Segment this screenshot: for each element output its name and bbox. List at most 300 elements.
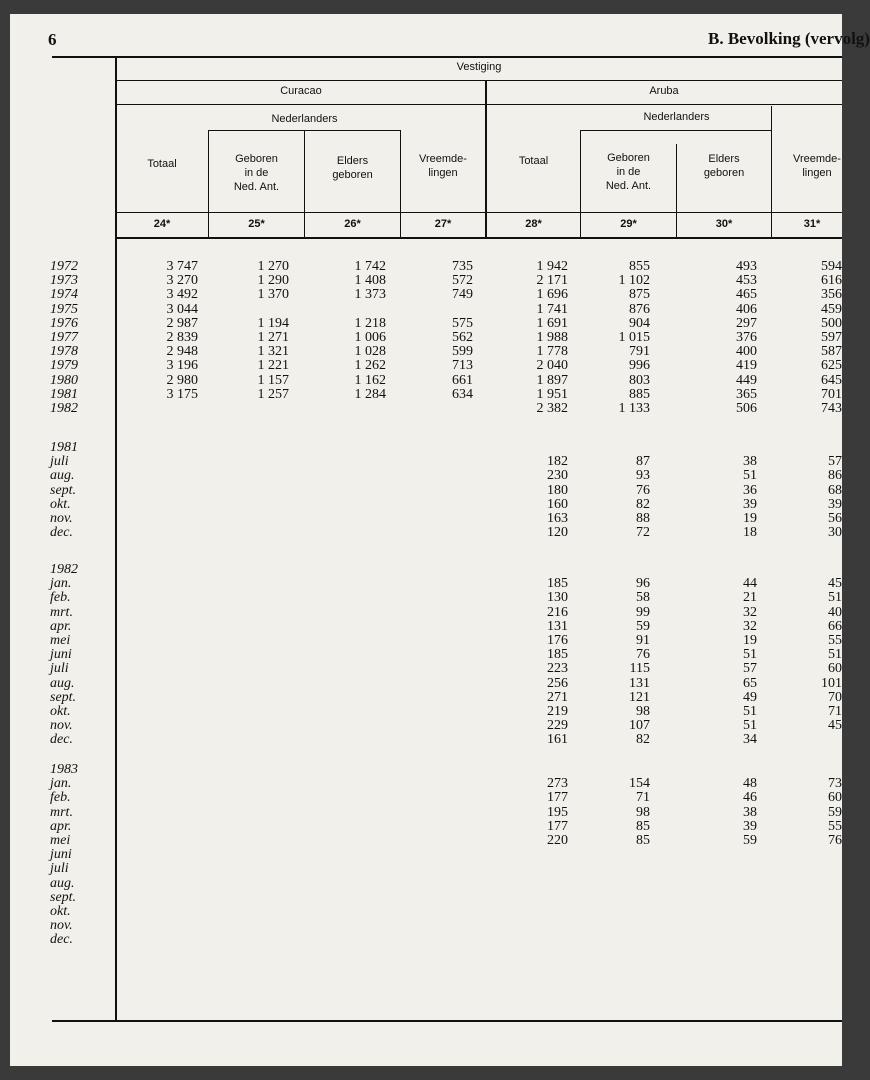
- column-24-values: [118, 577, 198, 747]
- table-cell: [677, 848, 757, 862]
- table-cell: [118, 469, 198, 483]
- column-26-values: [306, 455, 386, 540]
- table-cell: 855: [629, 259, 650, 274]
- table-cell: 256: [547, 675, 568, 691]
- table-cell: [209, 591, 289, 605]
- table-cell: 101: [821, 675, 842, 691]
- table-cell: 271: [547, 689, 568, 705]
- table-cell: [209, 620, 289, 634]
- table-cell: 49: [743, 689, 757, 705]
- year-heading: 1982: [50, 562, 78, 577]
- table-cell: 803: [629, 372, 650, 388]
- table-cell: [209, 498, 289, 512]
- table-cell: 130: [547, 590, 568, 606]
- table-cell: 71: [636, 790, 650, 806]
- header-geboren-aruba: Geboren in de Ned. Ant.: [605, 152, 652, 192]
- table-cell: 365: [736, 386, 757, 402]
- table-cell: [677, 877, 757, 891]
- table-cell: [570, 919, 650, 933]
- row-label: dec.: [50, 525, 73, 541]
- table-cell: 500: [821, 315, 842, 331]
- row-label: 1976: [50, 315, 78, 331]
- table-cell: 44: [743, 576, 757, 592]
- table-cell: [306, 705, 386, 719]
- column-30-values: [677, 777, 757, 947]
- row-label: dec.: [50, 732, 73, 748]
- table-cell: [209, 820, 289, 834]
- row-labels: [50, 763, 78, 948]
- table-cell: 88: [636, 511, 650, 526]
- table-cell: [762, 848, 842, 862]
- table-cell: [488, 891, 568, 905]
- table-cell: 2 171: [536, 273, 568, 289]
- table-cell: [118, 526, 198, 540]
- table-cell: 40: [828, 604, 842, 620]
- column-29-values: [570, 455, 650, 540]
- table-cell: 51: [828, 647, 842, 663]
- header-curacao: Curacao: [280, 85, 322, 97]
- table-cell: [306, 662, 386, 676]
- row-label: mrt.: [50, 804, 73, 820]
- table-cell: [209, 862, 289, 876]
- table-cell: 1 284: [354, 386, 386, 402]
- table-cell: [118, 848, 198, 862]
- table-cell: 65: [743, 675, 757, 691]
- column-number: 31*: [803, 218, 821, 230]
- table-cell: [393, 577, 473, 591]
- table-cell: [118, 591, 198, 605]
- table-cell: 39: [743, 818, 757, 834]
- row-label: 1978: [50, 344, 78, 360]
- table-cell: 743: [821, 401, 842, 417]
- table-cell: 701: [821, 386, 842, 402]
- table-cell: [118, 733, 198, 747]
- table-cell: 356: [821, 287, 842, 303]
- table-cell: 749: [452, 287, 473, 303]
- row-label: feb.: [50, 790, 71, 806]
- table-cell: 2 980: [166, 372, 198, 388]
- table-cell: 376: [736, 330, 757, 346]
- table-cell: [209, 512, 289, 526]
- table-cell: 572: [452, 273, 473, 289]
- table-cell: [118, 662, 198, 676]
- table-cell: [393, 834, 473, 848]
- row-label: sept.: [50, 689, 77, 705]
- row-label: apr.: [50, 618, 72, 634]
- table-cell: 185: [547, 576, 568, 592]
- column-26-values: [306, 260, 386, 416]
- table-cell: 45: [828, 576, 842, 592]
- table-cell: 713: [452, 358, 473, 374]
- table-cell: 39: [828, 496, 842, 512]
- table-cell: [393, 919, 473, 933]
- row-labels: [50, 563, 78, 748]
- column-28-values: [488, 455, 568, 540]
- table-cell: 30: [828, 525, 842, 541]
- table-cell: 131: [629, 675, 650, 691]
- column-number: 28*: [525, 218, 542, 230]
- table-cell: 1 102: [618, 273, 650, 289]
- table-cell: [118, 634, 198, 648]
- table-cell: [209, 691, 289, 705]
- table-cell: [306, 498, 386, 512]
- table-cell: 59: [828, 804, 842, 820]
- table-cell: [393, 705, 473, 719]
- table-cell: [393, 512, 473, 526]
- table-cell: [118, 648, 198, 662]
- column-27-values: [393, 777, 473, 947]
- column-30-values: [677, 577, 757, 747]
- table-cell: [306, 402, 386, 416]
- table-cell: [570, 891, 650, 905]
- table-cell: [209, 891, 289, 905]
- table-cell: [393, 620, 473, 634]
- table-cell: 791: [629, 344, 650, 360]
- table-cell: 1 221: [257, 358, 289, 374]
- table-cell: [762, 877, 842, 891]
- table-cell: [306, 512, 386, 526]
- table-cell: [118, 919, 198, 933]
- year-heading: 1981: [50, 440, 78, 455]
- table-cell: [209, 606, 289, 620]
- table-cell: 70: [828, 689, 842, 705]
- table-cell: [762, 933, 842, 947]
- table-cell: 1 741: [536, 301, 568, 317]
- table-cell: 18: [743, 525, 757, 541]
- table-cell: 19: [743, 511, 757, 526]
- row-label: nov.: [50, 718, 73, 734]
- table-cell: [118, 905, 198, 919]
- column-26-values: [306, 577, 386, 747]
- column-25-values: [209, 577, 289, 747]
- table-cell: [306, 303, 386, 317]
- table-cell: [209, 806, 289, 820]
- table-cell: 182: [547, 454, 568, 470]
- table-cell: 185: [547, 647, 568, 663]
- table-cell: 904: [629, 315, 650, 331]
- table-cell: 1 370: [257, 287, 289, 303]
- table-cell: [209, 402, 289, 416]
- header-geboren-curacao: Geboren in de Ned. Ant.: [233, 153, 280, 193]
- table-cell: 400: [736, 344, 757, 360]
- table-cell: [393, 933, 473, 947]
- column-30-values: [677, 260, 757, 416]
- table-cell: 131: [547, 618, 568, 634]
- table-cell: 1 373: [354, 287, 386, 303]
- row-labels: [50, 260, 78, 416]
- table-cell: 51: [743, 718, 757, 734]
- table-cell: 1 028: [354, 344, 386, 360]
- column-28-values: [488, 777, 568, 947]
- table-cell: [118, 484, 198, 498]
- table-cell: [393, 591, 473, 605]
- table-cell: 58: [636, 590, 650, 606]
- table-cell: 1 218: [354, 315, 386, 331]
- column-31-values: [762, 260, 842, 416]
- table-cell: 32: [743, 618, 757, 634]
- table-cell: 1 271: [257, 330, 289, 346]
- row-label: dec.: [50, 932, 73, 948]
- row-label: okt.: [50, 904, 71, 920]
- table-cell: 493: [736, 259, 757, 274]
- table-cell: [393, 848, 473, 862]
- table-cell: 419: [736, 358, 757, 374]
- table-cell: 55: [828, 633, 842, 648]
- table-cell: [209, 677, 289, 691]
- table-cell: 2 382: [536, 401, 568, 417]
- table-cell: [393, 662, 473, 676]
- table-cell: 996: [629, 358, 650, 374]
- table-cell: [393, 402, 473, 416]
- table-cell: [209, 777, 289, 791]
- table-cell: 38: [743, 454, 757, 470]
- table-cell: [118, 402, 198, 416]
- table-cell: [488, 862, 568, 876]
- table-cell: 36: [743, 482, 757, 498]
- row-label: juni: [50, 847, 72, 863]
- table-cell: [306, 719, 386, 733]
- table-cell: 45: [828, 718, 842, 734]
- table-cell: 1 696: [536, 287, 568, 303]
- table-cell: 216: [547, 604, 568, 620]
- table-cell: [118, 820, 198, 834]
- column-24-values: [118, 260, 198, 416]
- table-cell: [762, 862, 842, 876]
- table-cell: [306, 591, 386, 605]
- table-cell: [393, 877, 473, 891]
- table-cell: [118, 455, 198, 469]
- table-cell: 59: [743, 833, 757, 848]
- table-cell: 1 133: [618, 401, 650, 417]
- table-cell: 1 951: [536, 386, 568, 402]
- column-number: 26*: [344, 218, 361, 230]
- table-cell: [306, 577, 386, 591]
- column-31-values: [762, 777, 842, 947]
- row-label: 1972: [50, 259, 78, 274]
- row-label: jan.: [50, 576, 72, 592]
- row-label: nov.: [50, 511, 73, 527]
- table-cell: 453: [736, 273, 757, 289]
- row-label: 1977: [50, 330, 78, 346]
- table-cell: [393, 469, 473, 483]
- table-cell: [209, 733, 289, 747]
- table-cell: 594: [821, 259, 842, 274]
- table-cell: 599: [452, 344, 473, 360]
- section-title: B. Bevolking (vervolg): [708, 29, 870, 48]
- row-label: 1974: [50, 287, 78, 303]
- rule-stub: [115, 56, 117, 1022]
- table-cell: [209, 834, 289, 848]
- table-cell: [393, 606, 473, 620]
- table-cell: [118, 620, 198, 634]
- table-cell: [570, 862, 650, 876]
- table-cell: [118, 806, 198, 820]
- table-cell: [306, 891, 386, 905]
- table-cell: 76: [828, 833, 842, 848]
- table-cell: 735: [452, 259, 473, 274]
- table-cell: [306, 484, 386, 498]
- table-cell: 1 897: [536, 372, 568, 388]
- header-aruba: Aruba: [649, 85, 679, 97]
- header-elders-aruba: Elders geboren: [703, 153, 745, 179]
- table-cell: [393, 791, 473, 805]
- table-cell: [209, 648, 289, 662]
- table-cell: 96: [636, 576, 650, 592]
- table-cell: [118, 791, 198, 805]
- table-cell: [209, 469, 289, 483]
- table-cell: 93: [636, 468, 650, 484]
- table-cell: [677, 933, 757, 947]
- table-cell: 73: [828, 776, 842, 792]
- year-heading: 1983: [50, 762, 78, 777]
- table-cell: 661: [452, 372, 473, 388]
- column-24-values: [118, 455, 198, 540]
- header-totaal-curacao: Totaal: [147, 158, 177, 170]
- table-cell: 68: [828, 482, 842, 498]
- table-cell: 597: [821, 330, 842, 346]
- table-cell: [393, 891, 473, 905]
- table-cell: [118, 691, 198, 705]
- row-label: 1979: [50, 358, 78, 374]
- table-cell: 21: [743, 590, 757, 606]
- table-cell: [306, 777, 386, 791]
- table-cell: [118, 498, 198, 512]
- table-cell: [570, 848, 650, 862]
- table-cell: 59: [636, 618, 650, 634]
- table-cell: 1 162: [354, 372, 386, 388]
- table-cell: [306, 905, 386, 919]
- table-cell: [488, 848, 568, 862]
- table-cell: 46: [743, 790, 757, 806]
- table-cell: [570, 933, 650, 947]
- table-cell: 634: [452, 386, 473, 402]
- row-label: okt.: [50, 704, 71, 720]
- column-28-values: [488, 260, 568, 416]
- table-cell: 616: [821, 273, 842, 289]
- column-number: 25*: [248, 218, 265, 230]
- table-cell: 223: [547, 661, 568, 677]
- table-cell: [393, 806, 473, 820]
- row-label: juli: [50, 454, 69, 470]
- table-cell: [118, 891, 198, 905]
- row-label: mrt.: [50, 604, 73, 620]
- table-cell: [118, 705, 198, 719]
- table-cell: 85: [636, 833, 650, 848]
- table-cell: [393, 777, 473, 791]
- column-number: 24*: [153, 218, 171, 230]
- table-cell: 76: [636, 482, 650, 498]
- rule-island: [116, 104, 842, 105]
- table-cell: [118, 577, 198, 591]
- column-26-values: [306, 777, 386, 947]
- row-label: 1973: [50, 273, 78, 289]
- table-cell: 587: [821, 344, 842, 360]
- header-vreemdelingen-curacao: Vreemde- lingen: [419, 153, 467, 179]
- table-cell: [306, 455, 386, 469]
- row-label: mei: [50, 833, 71, 849]
- table-cell: [306, 733, 386, 747]
- table-cell: [209, 919, 289, 933]
- page-number: 6: [48, 30, 57, 49]
- column-25-values: [209, 777, 289, 947]
- table-cell: 1 257: [257, 386, 289, 402]
- table-cell: 98: [636, 704, 650, 720]
- table-cell: 3 044: [166, 301, 198, 317]
- row-label: 1981: [50, 386, 78, 402]
- table-cell: 2 987: [166, 315, 198, 331]
- row-label: aug.: [50, 875, 75, 891]
- table-cell: 48: [743, 776, 757, 792]
- row-label: aug.: [50, 468, 75, 484]
- header-vreemdelingen-aruba: Vreemde- lingen: [793, 153, 841, 179]
- document-page: [10, 14, 870, 1066]
- table-cell: 1 262: [354, 358, 386, 374]
- table-cell: 57: [828, 454, 842, 470]
- rule-vestiging: [116, 80, 842, 81]
- table-cell: [209, 933, 289, 947]
- table-cell: 32: [743, 604, 757, 620]
- table-cell: [393, 648, 473, 662]
- rule-header-bottom: [116, 212, 842, 213]
- row-label: apr.: [50, 818, 72, 834]
- table-cell: 87: [636, 454, 650, 470]
- table-cell: [393, 905, 473, 919]
- table-cell: 1 194: [257, 315, 289, 331]
- table-cell: [209, 791, 289, 805]
- table-cell: 1 290: [257, 273, 289, 289]
- table-cell: 220: [547, 833, 568, 848]
- row-label: 1982: [50, 401, 78, 417]
- row-label: juni: [50, 647, 72, 663]
- table-cell: 3 270: [166, 273, 198, 289]
- table-cell: [393, 526, 473, 540]
- table-cell: [306, 862, 386, 876]
- table-cell: 229: [547, 718, 568, 734]
- table-cell: 273: [547, 776, 568, 792]
- table-cell: 51: [743, 647, 757, 663]
- table-cell: 107: [629, 718, 650, 734]
- table-cell: 121: [629, 689, 650, 705]
- table-cell: 562: [452, 330, 473, 346]
- column-31-values: [762, 577, 842, 747]
- table-cell: 154: [629, 776, 650, 792]
- table-cell: [393, 484, 473, 498]
- table-cell: [209, 905, 289, 919]
- table-cell: 66: [828, 618, 842, 634]
- table-cell: [488, 877, 568, 891]
- table-cell: 160: [547, 496, 568, 512]
- table-cell: 195: [547, 804, 568, 820]
- table-cell: [306, 791, 386, 805]
- table-bottom-rule: [52, 1020, 842, 1022]
- table-cell: 876: [629, 301, 650, 317]
- table-cell: 180: [547, 482, 568, 498]
- table-cell: 86: [828, 468, 842, 484]
- table-cell: [762, 905, 842, 919]
- table-cell: [393, 733, 473, 747]
- table-cell: 1 006: [354, 330, 386, 346]
- column-28-values: [488, 577, 568, 747]
- table-cell: 230: [547, 468, 568, 484]
- header-nederlanders-aruba: Nederlanders: [643, 111, 710, 123]
- column-27-values: [393, 577, 473, 747]
- table-cell: 71: [828, 704, 842, 720]
- row-label: mei: [50, 633, 71, 649]
- table-cell: [209, 705, 289, 719]
- table-cell: 19: [743, 633, 757, 648]
- table-cell: [762, 891, 842, 905]
- table-cell: [306, 648, 386, 662]
